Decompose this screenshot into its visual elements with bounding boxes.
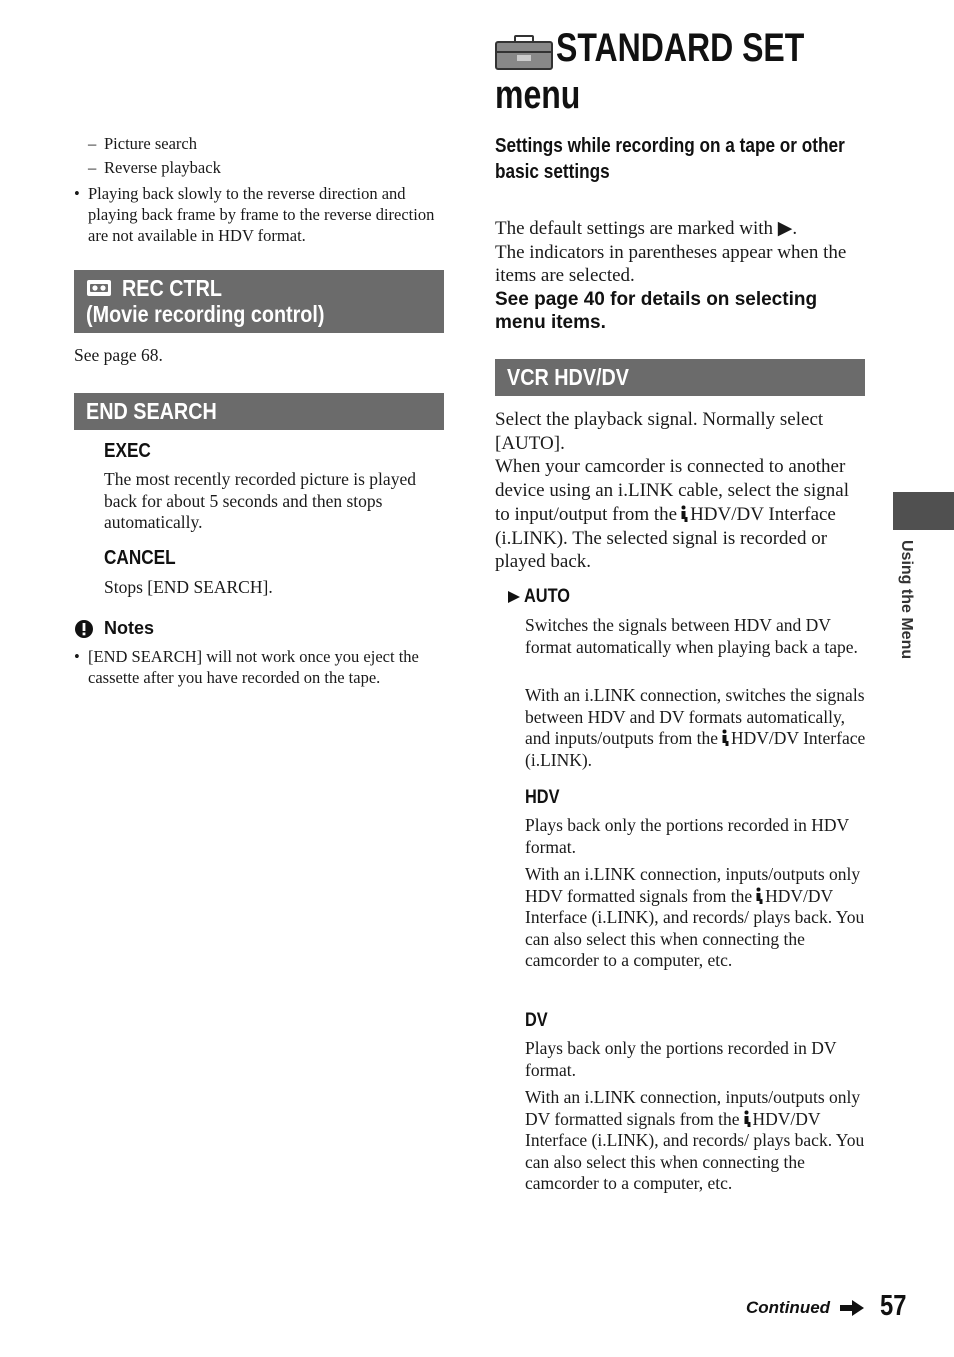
cancel-text: Stops [END SEARCH]. xyxy=(104,577,273,597)
exec-text: The most recently recorded picture is played back for about 5 seconds and then stops automatically. xyxy=(104,469,416,532)
bullet-note: • Playing back slowly to the reverse direction and playing back frame by frame to the reverse direction are not available in HDV format. xyxy=(74,184,435,245)
auto-text-1: Switches the signals between HDV and DV format automatically when playing back a tape. xyxy=(525,615,858,657)
end-search-section-header xyxy=(74,393,444,430)
continued-label: Continued xyxy=(746,1298,831,1317)
dv-text-1: Plays back only the portions recorded in DV format. xyxy=(525,1038,837,1080)
notes-bullet: • [END SEARCH] will not work once you eject the cassette after you have recorded on the tape. xyxy=(74,647,419,687)
ilink-icon xyxy=(679,505,688,523)
rec-ctrl-body: See page 68. xyxy=(74,345,163,365)
page-subtitle: Settings while recording on a tape or other basic settings xyxy=(495,135,845,183)
intro-bold-note: See page 40 for details on selecting menu items. xyxy=(495,289,818,333)
vcr-hdv-dv-section-header xyxy=(495,359,865,396)
hdv-text-2: With an i.LINK connection, inputs/outputs only HDV formatted signals from the HDV/DV Interface (i.LINK), and records/ plays back. You can also select this when connecting the camcorder to a computer, etc. xyxy=(525,864,865,970)
page-number: 57 xyxy=(880,1290,907,1322)
page-title-line2: menu xyxy=(495,73,581,117)
cancel-label: CANCEL xyxy=(104,547,176,569)
list-item: – Reverse playback xyxy=(88,158,221,177)
section-title: END SEARCH xyxy=(86,398,217,424)
auto-text-2: With an i.LINK connection, switches the signals between HDV and DV formats automatically, and inputs/outputs from the HDV/DV Interface (i.LINK). xyxy=(525,685,866,770)
section-title: VCR HDV/DV xyxy=(507,364,629,390)
ilink-icon xyxy=(742,1110,751,1128)
intro-text: The default settings are marked with ▶. The indicators in parentheses appear when the items are selected. xyxy=(495,218,847,286)
dv-text-2: With an i.LINK connection, inputs/outputs only DV formatted signals from the HDV/DV Interface (i.LINK), and records/ plays back. You can also select this when connecting the camcorder to a computer, etc. xyxy=(525,1087,865,1193)
section-subtitle: (Movie recording control) xyxy=(86,301,325,327)
notes-warning-icon xyxy=(74,619,94,639)
tape-cassette-icon xyxy=(86,279,112,297)
chapter-side-label: Using the Menu xyxy=(898,540,915,660)
hdv-option-label: HDV xyxy=(525,787,560,808)
toolbox-icon xyxy=(495,35,553,71)
dash-marker: – xyxy=(88,158,97,177)
ilink-icon xyxy=(754,887,763,905)
chapter-side-tab xyxy=(893,492,954,530)
hdv-text-1: Plays back only the portions recorded in HDV format. xyxy=(525,815,849,857)
default-marker-icon xyxy=(507,590,521,604)
dv-option-label: DV xyxy=(525,1010,548,1031)
dash-marker: – xyxy=(88,134,97,153)
rec-ctrl-section-header xyxy=(74,270,444,333)
page-title-line1: STANDARD SET xyxy=(556,26,805,70)
ilink-icon xyxy=(720,729,729,747)
list-item: – Picture search xyxy=(88,134,197,153)
exec-label: EXEC xyxy=(104,440,151,462)
section-title: REC CTRL xyxy=(122,275,223,301)
vcr-description: Select the playback signal. Normally select [AUTO]. When your camcorder is connected to another device using an i.LINK cable, select the signal to input/output from the HDV/DV Interface (i.LINK). The selected signal is recorded or played back. xyxy=(495,409,850,573)
right-arrow-icon xyxy=(840,1300,864,1316)
